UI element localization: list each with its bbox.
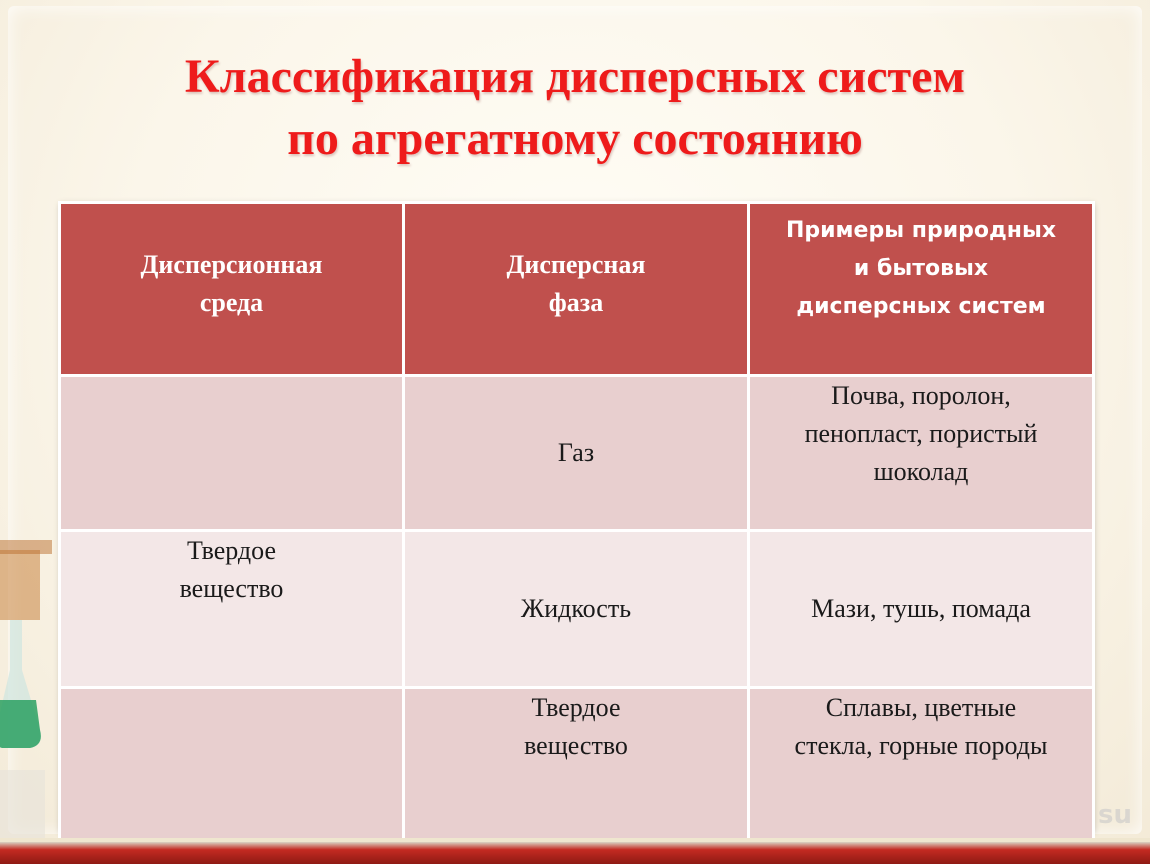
classification-table-container xyxy=(58,201,1092,830)
title-line-2: по агрегатному состоянию xyxy=(287,112,863,165)
phase-cell: Твердое вещество xyxy=(404,688,749,845)
examples-cell: Сплавы, цветные стекла, горные породы xyxy=(749,688,1094,845)
medium-cell-empty xyxy=(60,688,404,845)
slide-title xyxy=(0,46,1150,170)
table-row xyxy=(60,376,1094,531)
header-phase: Дисперсная фаза xyxy=(404,203,749,376)
phase-cell: Газ xyxy=(404,376,749,531)
examples-cell: Почва, поролон, пенопласт, пористый шоколад xyxy=(749,376,1094,531)
header-examples: Примеры природных и бытовых дисперсных систем xyxy=(749,203,1094,376)
medium-cell: Твердое вещество xyxy=(60,531,404,688)
site-watermark: su xyxy=(1098,800,1132,830)
header-medium: Дисперсионная среда xyxy=(60,203,404,376)
classification-table xyxy=(58,201,1095,846)
title-line-1: Классификация дисперсных систем xyxy=(184,50,966,103)
table-row xyxy=(60,531,1094,688)
phase-cell: Жидкость xyxy=(404,531,749,688)
examples-cell: Мази, тушь, помада xyxy=(749,531,1094,688)
table-row xyxy=(60,688,1094,845)
medium-cell-empty xyxy=(60,376,404,531)
bottom-bar xyxy=(0,842,1150,864)
table-header-row xyxy=(60,203,1094,376)
